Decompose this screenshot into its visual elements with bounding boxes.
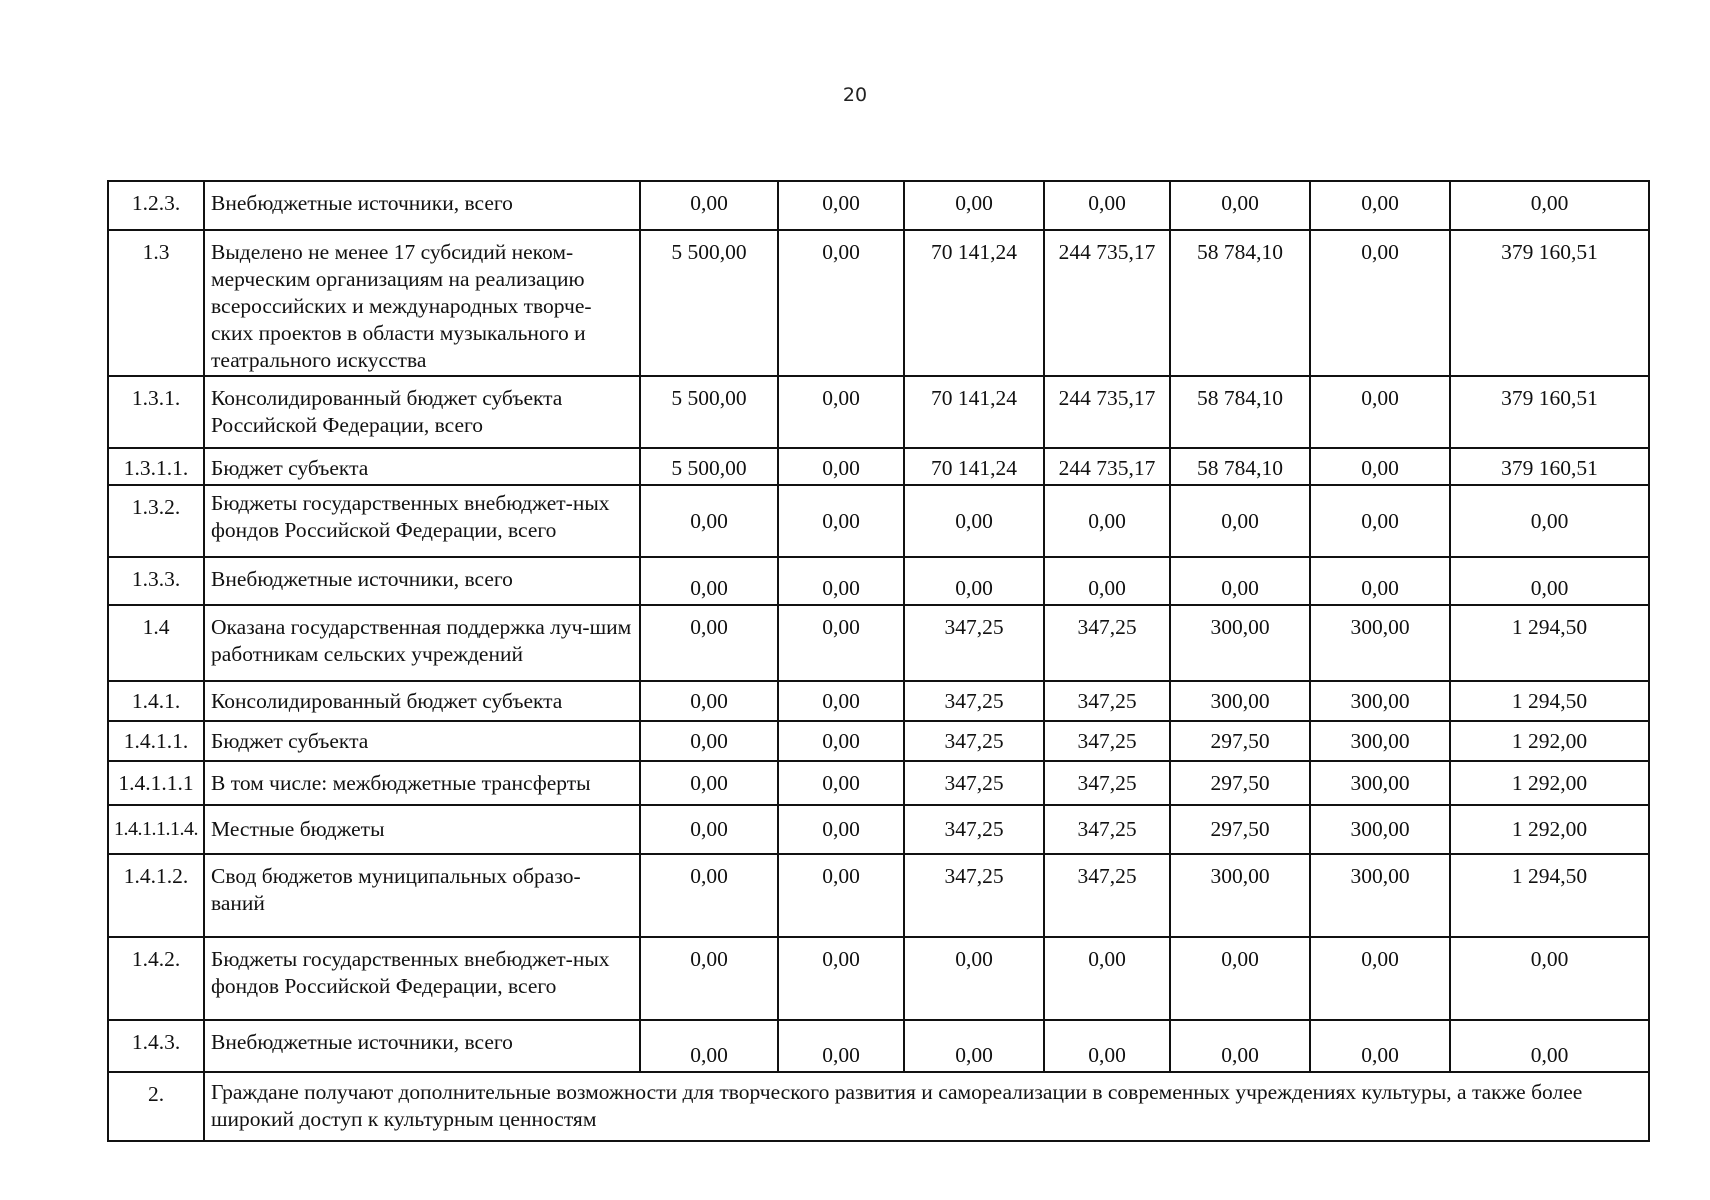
row-value: 297,50 (1170, 761, 1310, 805)
row-value: 244 735,17 (1044, 230, 1170, 376)
row-code: 1.4.1.1. (108, 721, 204, 761)
table-row (108, 721, 1649, 761)
table-row (108, 557, 1649, 605)
row-value: 0,00 (778, 557, 904, 605)
row-value: 347,25 (904, 681, 1044, 721)
row-value: 0,00 (778, 448, 904, 485)
row-value: 347,25 (904, 605, 1044, 681)
budget-table (107, 180, 1650, 1142)
row-value: 0,00 (1170, 485, 1310, 557)
row-value: 0,00 (640, 181, 778, 230)
row-value: 244 735,17 (1044, 376, 1170, 448)
row-value: 0,00 (1450, 485, 1649, 557)
row-value: 0,00 (1170, 181, 1310, 230)
row-value: 0,00 (1310, 230, 1450, 376)
row-code: 1.3.3. (108, 557, 204, 605)
row-value: 0,00 (1310, 376, 1450, 448)
table-row (108, 1072, 1649, 1141)
row-value: 0,00 (1450, 1020, 1649, 1072)
row-value: 347,25 (1044, 721, 1170, 761)
table-row (108, 181, 1649, 230)
row-value: 297,50 (1170, 721, 1310, 761)
row-value: 300,00 (1310, 854, 1450, 937)
row-value: 0,00 (1450, 937, 1649, 1020)
row-value: 300,00 (1170, 605, 1310, 681)
row-code: 1.3.1. (108, 376, 204, 448)
row-value: 1 294,50 (1450, 854, 1649, 937)
row-value: 0,00 (1044, 1020, 1170, 1072)
row-value: 0,00 (778, 605, 904, 681)
row-value: 0,00 (904, 937, 1044, 1020)
row-value: 347,25 (1044, 805, 1170, 854)
row-code: 1.4.1.2. (108, 854, 204, 937)
row-value: 0,00 (1170, 937, 1310, 1020)
row-name: Внебюджетные источники, всего (204, 181, 640, 230)
row-value: 347,25 (904, 761, 1044, 805)
row-merged-text: Граждане получают дополнительные возможности для творческого развития и самореализации в современных учреждениях культуры, а также более широкий доступ к культурным ценностям (204, 1072, 1649, 1141)
row-code: 2. (108, 1072, 204, 1141)
row-value: 0,00 (640, 557, 778, 605)
row-value: 300,00 (1170, 681, 1310, 721)
table-row (108, 448, 1649, 485)
row-value: 0,00 (778, 230, 904, 376)
row-code: 1.4.2. (108, 937, 204, 1020)
row-code: 1.3 (108, 230, 204, 376)
row-code: 1.4.1.1.1 (108, 761, 204, 805)
row-value: 1 292,00 (1450, 805, 1649, 854)
row-value: 0,00 (640, 681, 778, 721)
row-value: 5 500,00 (640, 230, 778, 376)
row-value: 0,00 (778, 1020, 904, 1072)
row-code: 1.4.3. (108, 1020, 204, 1072)
row-name: Консолидированный бюджет субъекта (204, 681, 640, 721)
table-row (108, 681, 1649, 721)
row-value: 0,00 (778, 181, 904, 230)
row-value: 300,00 (1310, 805, 1450, 854)
row-code: 1.4 (108, 605, 204, 681)
row-value: 0,00 (1044, 485, 1170, 557)
row-name: Свод бюджетов муниципальных образо-ваний (204, 854, 640, 937)
table-row (108, 376, 1649, 448)
row-value: 0,00 (904, 181, 1044, 230)
row-value: 347,25 (904, 805, 1044, 854)
row-value: 244 735,17 (1044, 448, 1170, 485)
row-value: 0,00 (778, 761, 904, 805)
row-value: 0,00 (640, 854, 778, 937)
row-value: 58 784,10 (1170, 376, 1310, 448)
row-value: 300,00 (1310, 761, 1450, 805)
row-name: Бюджет субъекта (204, 721, 640, 761)
row-value: 297,50 (1170, 805, 1310, 854)
row-value: 300,00 (1310, 681, 1450, 721)
row-value: 0,00 (1310, 181, 1450, 230)
row-value: 379 160,51 (1450, 230, 1649, 376)
row-value: 300,00 (1310, 721, 1450, 761)
row-name: Бюджеты государственных внебюджет-ных фондов Российской Федерации, всего (204, 937, 640, 1020)
row-name: Бюджеты государственных внебюджет-ных фондов Российской Федерации, всего (204, 485, 640, 557)
row-value: 70 141,24 (904, 376, 1044, 448)
row-value: 5 500,00 (640, 448, 778, 485)
table-row (108, 854, 1649, 937)
row-value: 0,00 (1044, 181, 1170, 230)
row-value: 0,00 (778, 681, 904, 721)
row-value: 0,00 (640, 721, 778, 761)
table-row (108, 1020, 1649, 1072)
row-value: 0,00 (640, 605, 778, 681)
row-value: 0,00 (1170, 1020, 1310, 1072)
row-name: Консолидированный бюджет субъекта Российской Федерации, всего (204, 376, 640, 448)
row-value: 347,25 (1044, 605, 1170, 681)
row-name: Оказана государственная поддержка луч-шим работникам сельских учреждений (204, 605, 640, 681)
row-value: 58 784,10 (1170, 230, 1310, 376)
row-value: 300,00 (1170, 854, 1310, 937)
row-value: 0,00 (778, 376, 904, 448)
row-code: 1.3.2. (108, 485, 204, 557)
row-value: 1 294,50 (1450, 605, 1649, 681)
table-row (108, 605, 1649, 681)
row-code: 1.2.3. (108, 181, 204, 230)
table-row (108, 761, 1649, 805)
row-value: 0,00 (904, 557, 1044, 605)
row-value: 0,00 (640, 761, 778, 805)
table-row (108, 485, 1649, 557)
row-code: 1.4.1.1.1.4. (108, 805, 204, 854)
row-value: 0,00 (778, 485, 904, 557)
row-value: 0,00 (640, 1020, 778, 1072)
row-name: Выделено не менее 17 субсидий неком-мерческим организациям на реализацию всероссийских и международных творче-ских проектов в области музыкального и театрального искусства (204, 230, 640, 376)
row-name: Бюджет субъекта (204, 448, 640, 485)
row-value: 0,00 (778, 721, 904, 761)
row-value: 300,00 (1310, 605, 1450, 681)
row-value: 1 294,50 (1450, 681, 1649, 721)
row-value: 70 141,24 (904, 448, 1044, 485)
row-value: 0,00 (1044, 937, 1170, 1020)
row-value: 0,00 (778, 854, 904, 937)
row-value: 58 784,10 (1170, 448, 1310, 485)
row-name: Местные бюджеты (204, 805, 640, 854)
row-value: 379 160,51 (1450, 376, 1649, 448)
row-value: 379 160,51 (1450, 448, 1649, 485)
table-row (108, 937, 1649, 1020)
row-value: 347,25 (904, 721, 1044, 761)
row-name: Внебюджетные источники, всего (204, 557, 640, 605)
row-value: 1 292,00 (1450, 761, 1649, 805)
row-value: 70 141,24 (904, 230, 1044, 376)
row-value: 0,00 (1170, 557, 1310, 605)
row-value: 0,00 (778, 805, 904, 854)
row-value: 347,25 (1044, 761, 1170, 805)
row-value: 0,00 (1310, 448, 1450, 485)
row-value: 0,00 (640, 485, 778, 557)
row-value: 0,00 (640, 805, 778, 854)
row-value: 5 500,00 (640, 376, 778, 448)
row-value: 0,00 (1044, 557, 1170, 605)
row-name: Внебюджетные источники, всего (204, 1020, 640, 1072)
row-value: 347,25 (904, 854, 1044, 937)
row-code: 1.4.1. (108, 681, 204, 721)
row-value: 0,00 (1310, 1020, 1450, 1072)
row-value: 0,00 (1310, 937, 1450, 1020)
row-value: 0,00 (904, 1020, 1044, 1072)
page-number: 20 (842, 84, 868, 106)
row-value: 347,25 (1044, 854, 1170, 937)
row-value: 0,00 (1450, 557, 1649, 605)
table-row (108, 805, 1649, 854)
table-row (108, 230, 1649, 376)
row-value: 347,25 (1044, 681, 1170, 721)
row-name: В том числе: межбюджетные трансферты (204, 761, 640, 805)
row-value: 0,00 (640, 937, 778, 1020)
row-value: 1 292,00 (1450, 721, 1649, 761)
row-value: 0,00 (1450, 181, 1649, 230)
row-value: 0,00 (904, 485, 1044, 557)
row-value: 0,00 (778, 937, 904, 1020)
row-code: 1.3.1.1. (108, 448, 204, 485)
row-value: 0,00 (1310, 485, 1450, 557)
row-value: 0,00 (1310, 557, 1450, 605)
